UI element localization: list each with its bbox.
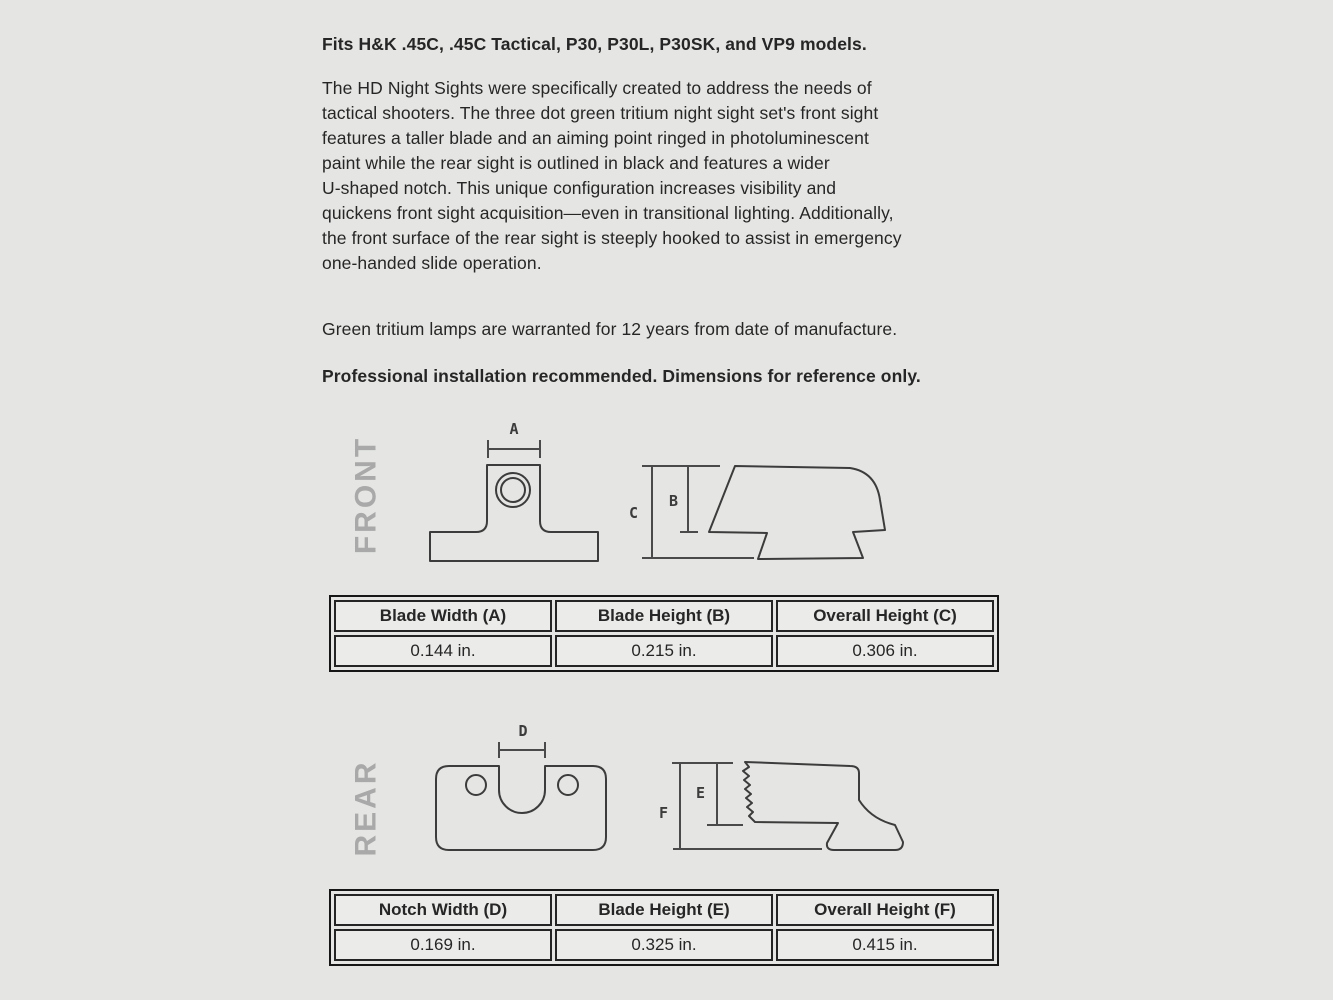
front-sight-profile-drawing	[629, 466, 885, 559]
front-table-value-overall-height: 0.306 in.	[776, 635, 994, 667]
product-description	[322, 76, 902, 276]
dimension-c	[629, 466, 754, 558]
description-line: The HD Night Sights were specifically created to address the needs of	[322, 78, 872, 98]
dimension-a-label: A	[509, 420, 519, 438]
description-line: tactical shooters. The three dot green tritium night sight set's front sight	[322, 103, 879, 123]
rear-table-header-blade-height: Blade Height (E)	[555, 894, 773, 926]
description-line: U-shaped notch. This unique configuration increases visibility and	[322, 178, 837, 198]
dimension-d-label: D	[518, 722, 528, 740]
rear-sight-face-drawing	[436, 722, 606, 850]
front-sight-diagram	[330, 418, 998, 568]
dimension-c-label: C	[628, 504, 638, 522]
rear-table-value-overall-height: 0.415 in.	[776, 929, 994, 961]
dimension-f	[659, 763, 822, 849]
dimension-d	[499, 722, 545, 758]
rear-dimensions-table	[329, 889, 999, 966]
front-table-value-blade-width: 0.144 in.	[334, 635, 552, 667]
description-line: quickens front sight acquisition—even in transitional lighting. Additionally,	[322, 203, 894, 223]
installation-note: Professional installation recommended. Dimensions for reference only.	[322, 366, 921, 386]
description-line: features a taller blade and an aiming point ringed in photoluminescent	[322, 128, 869, 148]
front-section-label: FRONT	[349, 435, 383, 555]
dimension-e-label: E	[695, 784, 705, 802]
rear-table-header-notch-width: Notch Width (D)	[334, 894, 552, 926]
rear-sight-diagram	[330, 715, 998, 867]
warranty-note: Green tritium lamps are warranted for 12 years from date of manufacture.	[322, 319, 898, 339]
rear-table-value-notch-width: 0.169 in.	[334, 929, 552, 961]
rear-sight-profile-drawing	[659, 762, 903, 850]
description-line: the front surface of the rear sight is steeply hooked to assist in emergency	[322, 228, 902, 248]
dimension-e	[696, 763, 743, 825]
dimension-b	[669, 466, 698, 532]
rear-table-value-blade-height: 0.325 in.	[555, 929, 773, 961]
dimension-a	[488, 420, 540, 458]
front-table-header-overall-height: Overall Height (C)	[776, 600, 994, 632]
tritium-lamp-icon	[501, 478, 525, 502]
dimension-b-label: B	[668, 492, 678, 510]
dimension-f-label: F	[658, 804, 668, 822]
front-table-header-blade-width: Blade Width (A)	[334, 600, 552, 632]
tritium-lamp-icon	[466, 775, 486, 795]
rear-table-header-overall-height: Overall Height (F)	[776, 894, 994, 926]
front-dimensions-table	[329, 595, 999, 672]
front-table-header-blade-height: Blade Height (B)	[555, 600, 773, 632]
rear-section-label: REAR	[349, 759, 383, 857]
description-line: one-handed slide operation.	[322, 253, 542, 273]
description-line: paint while the rear sight is outlined in black and features a wider	[322, 153, 830, 173]
fits-models-heading: Fits H&K .45C, .45C Tactical, P30, P30L, P30SK, and VP9 models.	[322, 34, 867, 54]
tritium-lamp-icon	[558, 775, 578, 795]
front-sight-face-drawing	[430, 420, 598, 561]
front-table-value-blade-height: 0.215 in.	[555, 635, 773, 667]
